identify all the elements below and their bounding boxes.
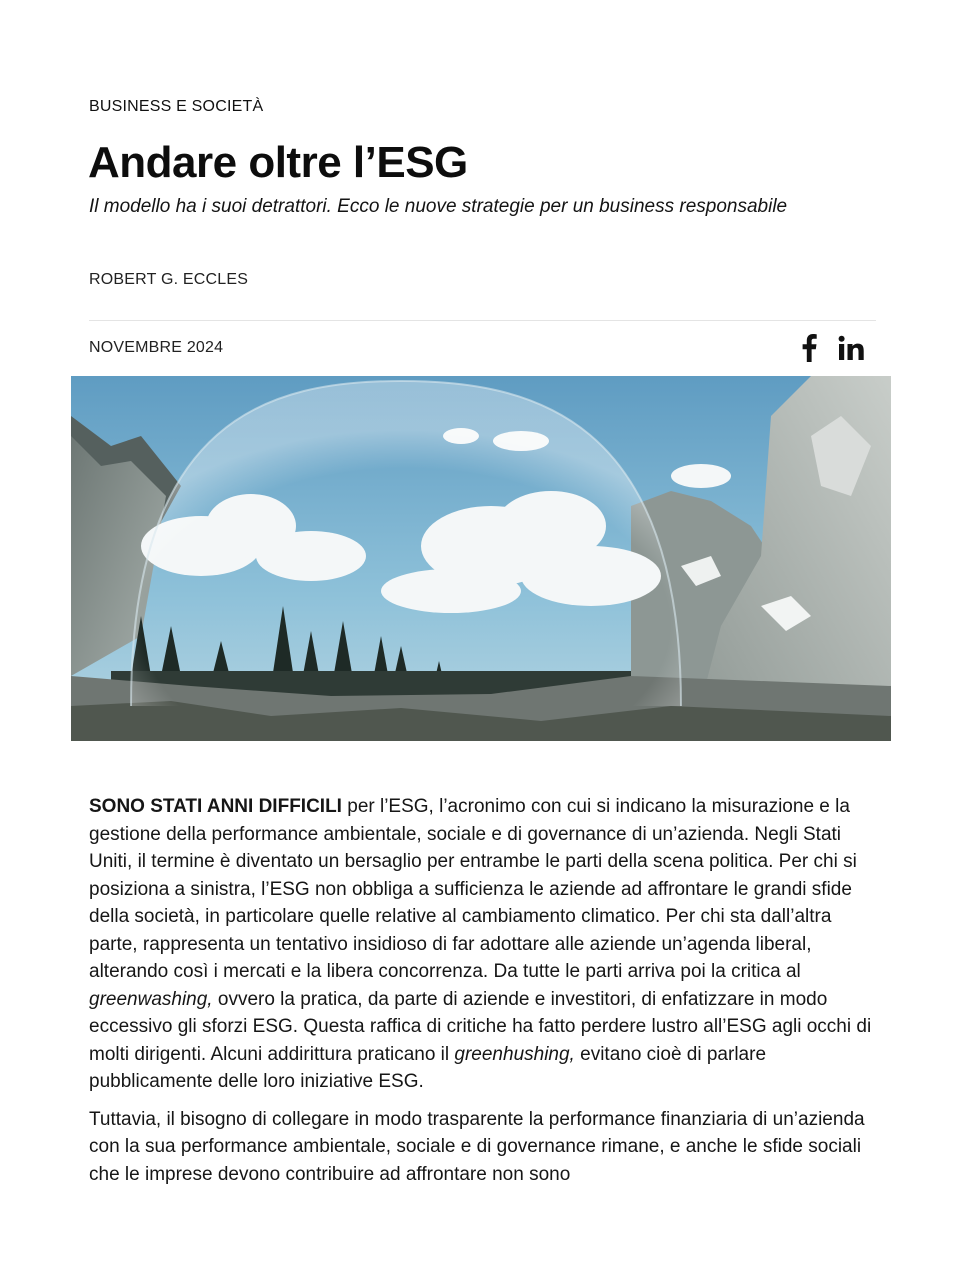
article-subtitle: Il modello ha i suoi detrattori. Ecco le nuove strategie per un business responsabile [89,196,788,217]
share-linkedin-button[interactable] [836,333,866,363]
body-emphasis-greenhushing: greenhushing, [454,1043,575,1065]
header-divider [89,320,876,321]
body-text-segment: per l’ESG, l’acronimo con cui si indicano la misurazione e la gestione della performance ambientale, sociale e di governance di un’azienda. Negli Stati Uniti, il termine è diventato un bersaglio per entrambe le parti della scena politica. Per chi si posiziona a sinistra, l’ESG non obbliga a sufficienza le aziende ad affrontare le grandi sfide della società, in particolare quelle relative al cambiamento climatico. Per chi sta dall’altra parte, rappresenta un tentativo insidioso di far adottare alle aziende un’agenda liberal, alterando così i mercati e la libera concorrenza. Da tutte le parti arriva poi la critica al [89,796,857,982]
body-emphasis-greenwashing: greenwashing, [89,988,213,1010]
article-body [89,793,879,1198]
article-author[interactable]: ROBERT G. ECCLES [89,271,249,288]
body-paragraph-2: Tuttavia, il bisogno di collegare in modo trasparente la performance finanziaria di un’azienda con la sua performance ambientale, sociale e di governance rimane, e anche le sfide sociali che le imprese devono contribuire ad affrontare non sono [89,1108,865,1185]
article-category[interactable]: BUSINESS E SOCIETÀ [89,98,264,115]
body-text-segment: evitano cioè di parlare pubblicamente delle loro iniziative ESG. [89,1043,767,1092]
article-date: NOVEMBRE 2024 [89,339,224,356]
mountain-landscape-with-glass-dome-image [71,376,891,741]
hero-image [71,376,891,741]
body-text-segment: ovvero la pratica, da parte di aziende e investitori, di enfatizzare in modo eccessivo gli sforzi ESG. Questa raffica di critiche ha fatto perdere lustro all’ESG agli occhi di molti dirigenti. Alcuni addirittura praticano il [89,988,872,1065]
facebook-icon [800,334,818,362]
article-title: Andare oltre l’ESG [88,138,468,187]
share-facebook-button[interactable] [796,333,822,363]
linkedin-icon [838,335,864,361]
body-paragraph-1 [89,793,879,1096]
body-lead: SONO STATI ANNI DIFFICILI [89,796,342,817]
